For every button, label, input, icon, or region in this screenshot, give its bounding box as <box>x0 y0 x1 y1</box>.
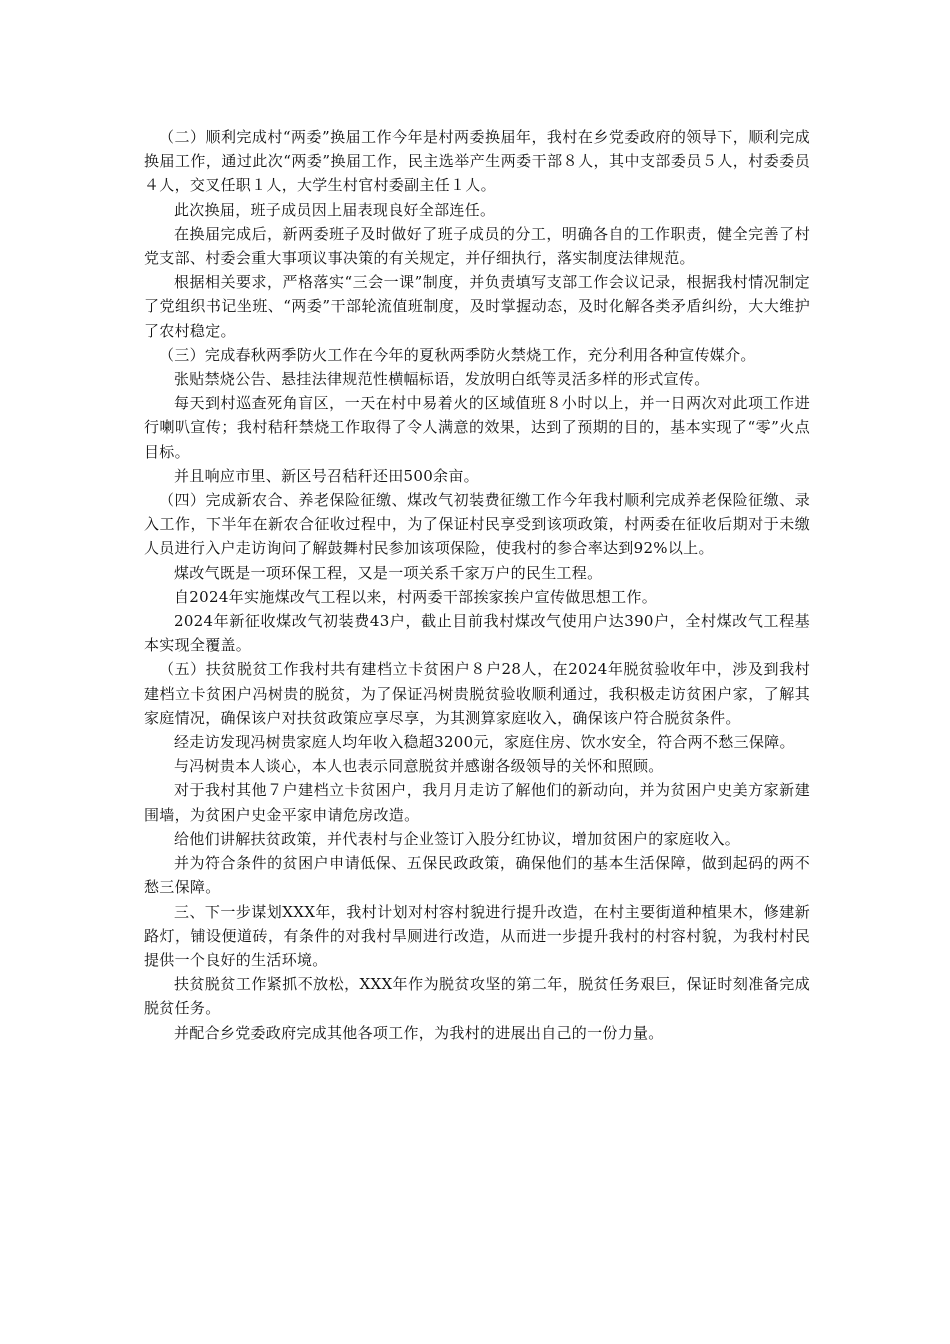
paragraph: 自2024年实施煤改气工程以来，村两委干部挨家挨户宣传做思想工作。 <box>174 587 658 606</box>
paragraph: 并配合乡党委政府完成其他各项工作，为我村的进展出自己的一份力量。 <box>174 1023 664 1042</box>
paragraph: 并为符合条件的贫困户申请低保、五保民政政策，确保他们的基本生活保障，做到起码的两不愁三保障。 <box>144 854 810 897</box>
paragraph: 并且响应市里、新区号召秸秆还田500余亩。 <box>174 466 479 485</box>
paragraph: 根据相关要求，严格落实“三会一课”制度，并负责填写支部工作会议记录，根据我村情况制定了党组织书记坐班、“两委”干部轮流值班制度，及时掌握动态，及时化解各类矛盾纠纷，大大维护了农村稳定。 <box>144 273 810 340</box>
paragraph: 给他们讲解扶贫政策，并代表村与企业签订入股分红协议，增加贫困户的家庭收入。 <box>174 829 741 848</box>
paragraph: 此次换届，班子成员因上届表现良好全部连任。 <box>174 200 496 219</box>
paragraph: 煤改气既是一项环保工程，又是一项关系千家万户的民生工程。 <box>174 563 603 582</box>
paragraph-next-steps: 三、下一步谋划XXX年，我村计划对村容村貌进行提升改造，在村主要街道种植果木，修建新路灯，铺设便道砖，有条件的对我村旱厕进行改造，从而进一步提升我村的村容村貌，为我村村民提供一个良好的生活环境。 <box>144 902 810 969</box>
paragraph: 2024年新征收煤改气初装费43户，截止目前我村煤改气使用户达390户，全村煤改气工程基本实现全覆盖。 <box>144 612 810 655</box>
paragraph: 经走访发现冯树贵家庭人均年收入稳超3200元，家庭住房、饮水安全，符合两不愁三保障。 <box>174 733 795 752</box>
paragraph-section-four: （四）完成新农合、养老保险征缴、煤改气初装费征缴工作今年我村顺利完成养老保险征缴、录入工作，下半年在新农合征收过程中，为了保证村民享受到该项政策，村两委在征收后期对于未缴人员进行入户走访询问了解鼓舞村民参加该项保险，使我村的参合率达到92%以上。 <box>144 491 810 558</box>
paragraph: 在换届完成后，新两委班子及时做好了班子成员的分工，明确各自的工作职责，健全完善了村党支部、村委会重大事项议事决策的有关规定，并仔细执行，落实制度法律规范。 <box>144 224 810 268</box>
paragraph: 张贴禁烧公告、悬挂法律规范性横幅标语，发放明白纸等灵活多样的形式宣传。 <box>174 370 710 389</box>
paragraph: 与冯树贵本人谈心，本人也表示同意脱贫并感谢各级领导的关怀和照顾。 <box>174 757 664 776</box>
paragraph: 每天到村巡查死角盲区，一天在村中易着火的区域值班８小时以上，并一日两次对此项工作进行喇叭宣传；我村秸秆禁烧工作取得了令人满意的效果，达到了预期的目的，基本实现了“零”火点目标。 <box>144 394 810 461</box>
paragraph-section-two: （二）顺利完成村“两委”换届工作今年是村两委换届年，我村在乡党委政府的领导下，顺利完成换届工作，通过此次“两委”换届工作，民主选举产生两委干部８人，其中支部委员５人，村委委员４人，交叉任职１人，大学生村官村委副主任１人。 <box>144 128 810 195</box>
document-body <box>144 125 810 1045</box>
paragraph-section-three: （三）完成春秋两季防火工作在今年的夏秋两季防火禁烧工作，充分利用各种宣传媒介。 <box>159 345 756 364</box>
paragraph: 对于我村其他７户建档立卡贫困户，我月月走访了解他们的新动向，并为贫困户史美方家新建围墙，为贫困户史金平家申请危房改造。 <box>144 781 810 824</box>
paragraph-section-five: （五）扶贫脱贫工作我村共有建档立卡贫困户８户28人，在2024年脱贫验收年中，涉及到我村建档立卡贫困户冯树贵的脱贫，为了保证冯树贵脱贫验收顺利通过，我积极走访贫困户家，了解其家庭情况，确保该户对扶贫政策应享尽享，为其测算家庭收入，确保该户符合脱贫条件。 <box>144 660 810 727</box>
paragraph: 扶贫脱贫工作紧抓不放松，XXX年作为脱贫攻坚的第二年，脱贫任务艰巨，保证时刻准备完成脱贫任务。 <box>144 975 810 1018</box>
